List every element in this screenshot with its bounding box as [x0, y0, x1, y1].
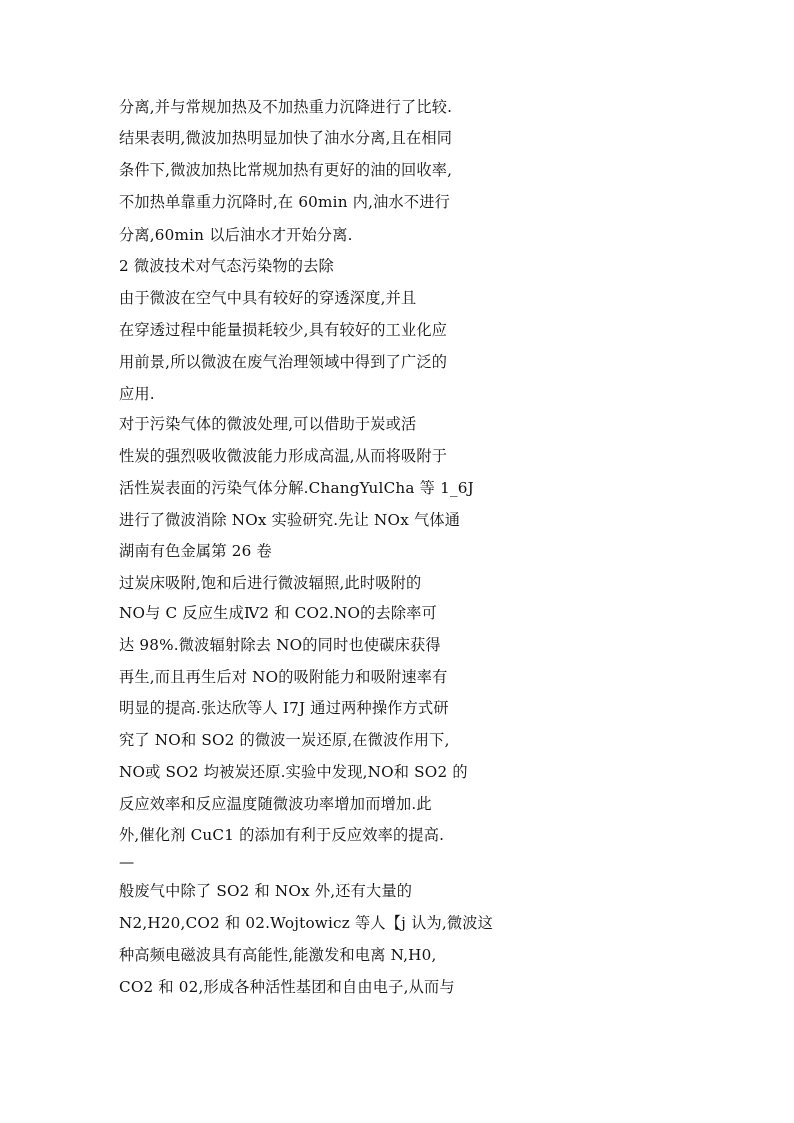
text-line-3: 条件下,微波加热比常规加热有更好的油的回收率,: [119, 161, 453, 179]
text-line-8: 在穿透过程中能量损耗较少,具有较好的工业化应: [119, 321, 448, 339]
text-line-24: 外,催化剂 CuC1 的添加有利于反应效率的提高.: [119, 826, 445, 844]
text-line-12: 性炭的强烈吸收微波能力形成高温,从而将吸附于: [119, 447, 448, 465]
text-line-18: 达 98%.微波辐射除去 NO的同时也使碳床获得: [119, 636, 441, 654]
section-heading: 2 微波技术对气态污染物的去除: [119, 257, 334, 275]
text-line-27: N2,H20,CO2 和 02.Wojtowicz 等人【j 认为,微波这: [119, 914, 494, 932]
running-header: 湖南有色金属第 26 卷: [119, 542, 272, 560]
text-line-20: 明显的提高.张达欣等人 I7J 通过两种操作方式研: [119, 699, 449, 717]
text-line-14: 进行了微波消除 NOx 实验研究.先让 NOx 气体通: [119, 511, 461, 529]
text-line-16: 过炭床吸附,饱和后进行微波辐照,此时吸附的: [119, 574, 422, 592]
text-line-19: 再生,而且再生后对 NO的吸附能力和吸附速率有: [119, 668, 448, 686]
text-line-4: 不加热单靠重力沉降时,在 60min 内,油水不进行: [119, 193, 451, 211]
text-line-7: 由于微波在空气中具有较好的穿透深度,并且: [119, 289, 417, 307]
text-line-26: 般废气中除了 SO2 和 NOx 外,还有大量的: [119, 882, 413, 900]
text-line-13: 活性炭表面的污染气体分解.ChangYulCha 等 1_6J: [119, 479, 474, 497]
text-line-28: 种高频电磁波具有高能性,能激发和电离 N,H0,: [119, 946, 437, 964]
dash-line: —: [119, 853, 135, 871]
text-line-29: CO2 和 02,形成各种活性基团和自由电子,从而与: [119, 978, 455, 996]
text-line-10: 应用.: [119, 385, 155, 403]
text-line-1: 分离,并与常规加热及不加热重力沉降进行了比较.: [119, 98, 453, 116]
text-line-21: 究了 NO和 SO2 的微波一炭还原,在微波作用下,: [119, 731, 450, 749]
text-line-17: NO与 C 反应生成Ⅳ2 和 CO2.NO的去除率可: [119, 604, 438, 622]
text-line-11: 对于污染气体的微波处理,可以借助于炭或活: [119, 415, 417, 433]
text-line-9: 用前景,所以微波在废气治理领域中得到了广泛的: [119, 353, 448, 371]
text-line-2: 结果表明,微波加热明显加快了油水分离,且在相同: [119, 129, 453, 147]
text-line-23: 反应效率和反应温度随微波功率增加而增加.此: [119, 795, 432, 813]
text-line-5: 分离,60min 以后油水才开始分离.: [119, 226, 353, 244]
text-line-22: NO或 SO2 均被炭还原.实验中发现,NO和 SO2 的: [119, 763, 468, 781]
